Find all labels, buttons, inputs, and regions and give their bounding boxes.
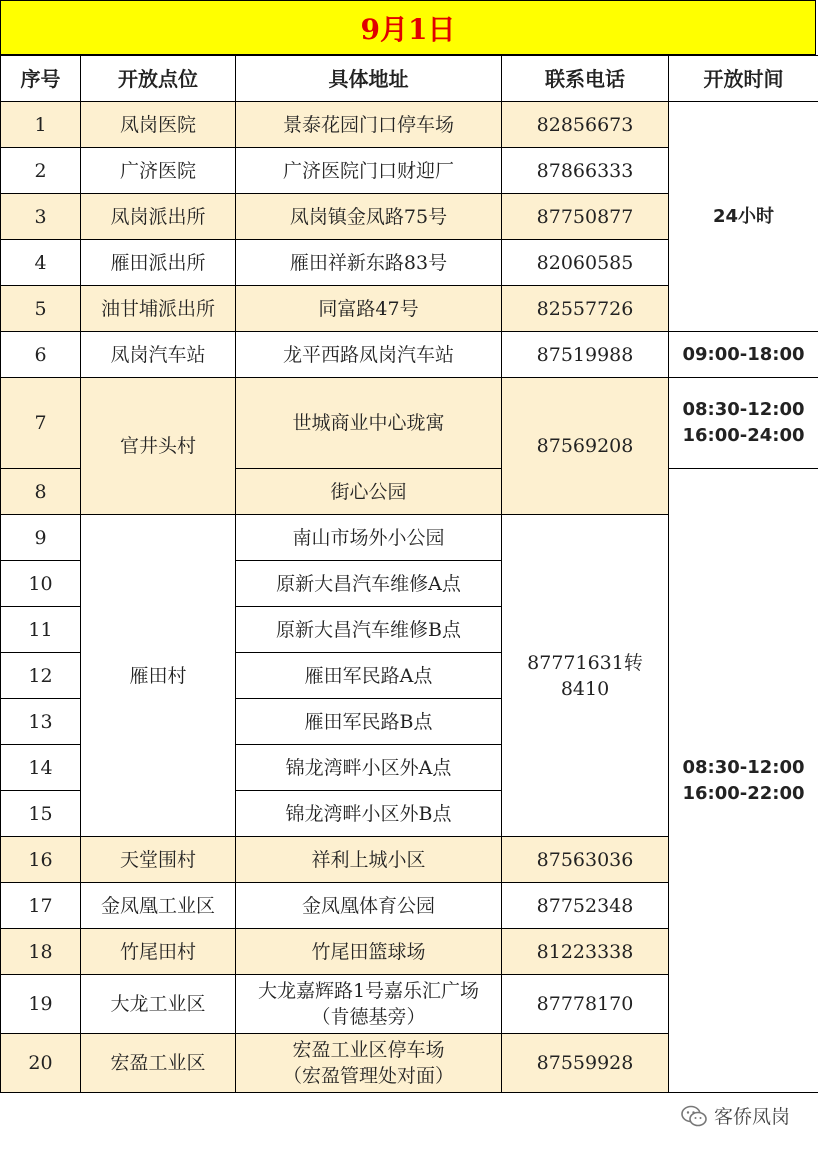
row-site: 雁田村 xyxy=(81,515,236,837)
table-row xyxy=(1,378,818,469)
row-address: 金凤凰体育公园 xyxy=(236,883,502,929)
row-time: 24小时 xyxy=(669,102,818,332)
header-phone: 联系电话 xyxy=(502,56,669,102)
time-line: 08:30-12:00 xyxy=(682,399,805,420)
brand-watermark xyxy=(680,1102,790,1129)
address-line: （肯德基旁） xyxy=(311,1006,426,1028)
row-site: 雁田派出所 xyxy=(81,240,236,286)
row-phone: 87866333 xyxy=(502,148,669,194)
row-no: 2 xyxy=(1,148,81,194)
row-no: 6 xyxy=(1,332,81,378)
row-address: 竹尾田篮球场 xyxy=(236,929,502,975)
address-line: 宏盈工业区停车场 xyxy=(292,1039,445,1061)
time-line: 16:00-24:00 xyxy=(682,425,805,446)
header-time: 开放时间 xyxy=(669,56,818,102)
table-row xyxy=(1,332,818,378)
row-address: 龙平西路凤岗汽车站 xyxy=(236,332,502,378)
row-address: 世城商业中心珑寓 xyxy=(236,378,502,469)
row-site: 官井头村 xyxy=(81,378,236,515)
row-address: 雁田军民路B点 xyxy=(236,699,502,745)
row-no: 19 xyxy=(1,975,81,1034)
row-no: 15 xyxy=(1,791,81,837)
wechat-icon xyxy=(680,1104,708,1128)
row-address: 锦龙湾畔小区外A点 xyxy=(236,745,502,791)
header-site: 开放点位 xyxy=(81,56,236,102)
row-phone: 87778170 xyxy=(502,975,669,1034)
row-no: 17 xyxy=(1,883,81,929)
row-time xyxy=(669,378,818,469)
row-no: 7 xyxy=(1,378,81,469)
row-phone: 87752348 xyxy=(502,883,669,929)
row-address xyxy=(236,975,502,1034)
row-no: 20 xyxy=(1,1034,81,1093)
row-no: 11 xyxy=(1,607,81,653)
row-address: 原新大昌汽车维修B点 xyxy=(236,607,502,653)
row-no: 1 xyxy=(1,102,81,148)
row-address: 祥利上城小区 xyxy=(236,837,502,883)
time-line: 16:00-22:00 xyxy=(682,782,805,804)
row-no: 4 xyxy=(1,240,81,286)
row-phone: 87563036 xyxy=(502,837,669,883)
row-no: 5 xyxy=(1,286,81,332)
brand-name: 客侨凤岗 xyxy=(713,1106,790,1128)
row-address: 景泰花园门口停车场 xyxy=(236,102,502,148)
row-phone: 81223338 xyxy=(502,929,669,975)
row-site: 凤岗汽车站 xyxy=(81,332,236,378)
row-phone: 87559928 xyxy=(502,1034,669,1093)
row-no: 16 xyxy=(1,837,81,883)
time-line: 08:30-12:00 xyxy=(682,756,805,778)
row-site: 广济医院 xyxy=(81,148,236,194)
row-phone: 82557726 xyxy=(502,286,669,332)
row-phone: 87519988 xyxy=(502,332,669,378)
row-phone: 87750877 xyxy=(502,194,669,240)
row-address: 锦龙湾畔小区外B点 xyxy=(236,791,502,837)
row-site: 凤岗医院 xyxy=(81,102,236,148)
row-address: 南山市场外小公园 xyxy=(236,515,502,561)
header-row xyxy=(1,56,818,102)
row-no: 14 xyxy=(1,745,81,791)
page-title: 9月1日 xyxy=(0,0,816,55)
schedule-table xyxy=(0,55,818,1093)
row-phone: 82856673 xyxy=(502,102,669,148)
row-phone: 87569208 xyxy=(502,378,669,515)
row-site: 宏盈工业区 xyxy=(81,1034,236,1093)
row-site: 大龙工业区 xyxy=(81,975,236,1034)
row-address: 广济医院门口财迎厂 xyxy=(236,148,502,194)
row-no: 10 xyxy=(1,561,81,607)
row-site: 油甘埔派出所 xyxy=(81,286,236,332)
address-line: 大龙嘉辉路1号嘉乐汇广场 xyxy=(257,980,480,1002)
row-site: 金凤凰工业区 xyxy=(81,883,236,929)
row-no: 18 xyxy=(1,929,81,975)
row-address: 雁田军民路A点 xyxy=(236,653,502,699)
row-site: 天堂围村 xyxy=(81,837,236,883)
row-no: 13 xyxy=(1,699,81,745)
header-address: 具体地址 xyxy=(236,56,502,102)
row-phone: 82060585 xyxy=(502,240,669,286)
row-time xyxy=(669,469,818,1093)
row-no: 8 xyxy=(1,469,81,515)
row-address xyxy=(236,1034,502,1093)
row-address: 街心公园 xyxy=(236,469,502,515)
row-address: 雁田祥新东路83号 xyxy=(236,240,502,286)
row-address: 凤岗镇金凤路75号 xyxy=(236,194,502,240)
row-no: 12 xyxy=(1,653,81,699)
row-no: 3 xyxy=(1,194,81,240)
row-site: 凤岗派出所 xyxy=(81,194,236,240)
row-site: 竹尾田村 xyxy=(81,929,236,975)
row-no: 9 xyxy=(1,515,81,561)
row-address: 同富路47号 xyxy=(236,286,502,332)
row-address: 原新大昌汽车维修A点 xyxy=(236,561,502,607)
header-no: 序号 xyxy=(1,56,81,102)
row-phone: 87771631转8410 xyxy=(502,515,669,837)
row-time: 09:00-18:00 xyxy=(669,332,818,378)
table-row xyxy=(1,102,818,148)
address-line: （宏盈管理处对面） xyxy=(282,1065,454,1087)
